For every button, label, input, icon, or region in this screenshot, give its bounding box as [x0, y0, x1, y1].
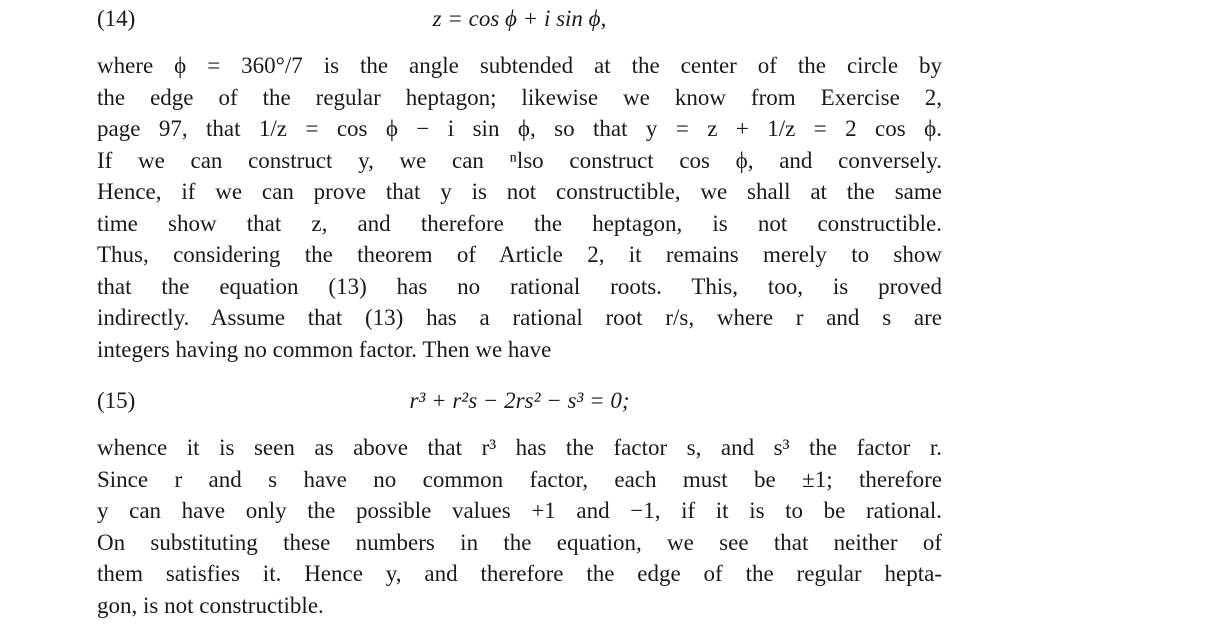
equation-formula: z = cos ϕ + i sin ϕ,	[432, 6, 607, 31]
text-line: whence it is seen as above that r³ has the factor s, and s³ the factor r.	[97, 435, 942, 460]
text-line: them satisfies it. Hence y, and therefore the edge of the regular hepta-	[97, 561, 942, 586]
text-line: Hence, if we can prove that y is not constructible, we shall at the same	[97, 179, 942, 204]
equation-number: (14)	[97, 6, 136, 31]
text-line: integers having no common factor. Then we have	[97, 336, 552, 362]
text-line: Thus, considering the theorem of Article 2, it remains merely to show	[97, 242, 942, 267]
text-line: Since r and s have no common factor, each must be ±1; therefore	[97, 466, 942, 492]
equation-number: (15)	[97, 388, 136, 413]
text-line: On substituting these numbers in the equation, we see that neither of	[97, 529, 942, 555]
equation-formula: r³ + r²s − 2rs² − s³ = 0;	[409, 388, 630, 413]
text-line: the edge of the regular heptagon; likewise we know from Exercise 2,	[97, 84, 942, 110]
text-line: page 97, that 1/z = cos ϕ − i sin ϕ, so that y = z + 1/z = 2 cos ϕ.	[97, 116, 942, 141]
text-line: indirectly. Assume that (13) has a rational root r/s, where r and s are	[97, 305, 942, 330]
text-line: If we can construct y, we can ⁿlso construct cos ϕ, and conversely.	[97, 147, 942, 173]
paragraph-1	[97, 50, 942, 365]
text-line: y can have only the possible values +1 and −1, if it is to be rational.	[97, 498, 942, 523]
paragraph-2	[97, 432, 942, 621]
text-line: that the equation (13) has no rational roots. This, too, is proved	[97, 273, 942, 299]
equation-15	[97, 384, 942, 418]
text-line: where ϕ = 360°/7 is the angle subtended at the center of the circle by	[97, 53, 942, 78]
text-line: time show that z, and therefore the heptagon, is not constructible.	[97, 210, 942, 236]
text-line: gon, is not constructible.	[97, 592, 324, 618]
equation-14	[97, 2, 942, 36]
